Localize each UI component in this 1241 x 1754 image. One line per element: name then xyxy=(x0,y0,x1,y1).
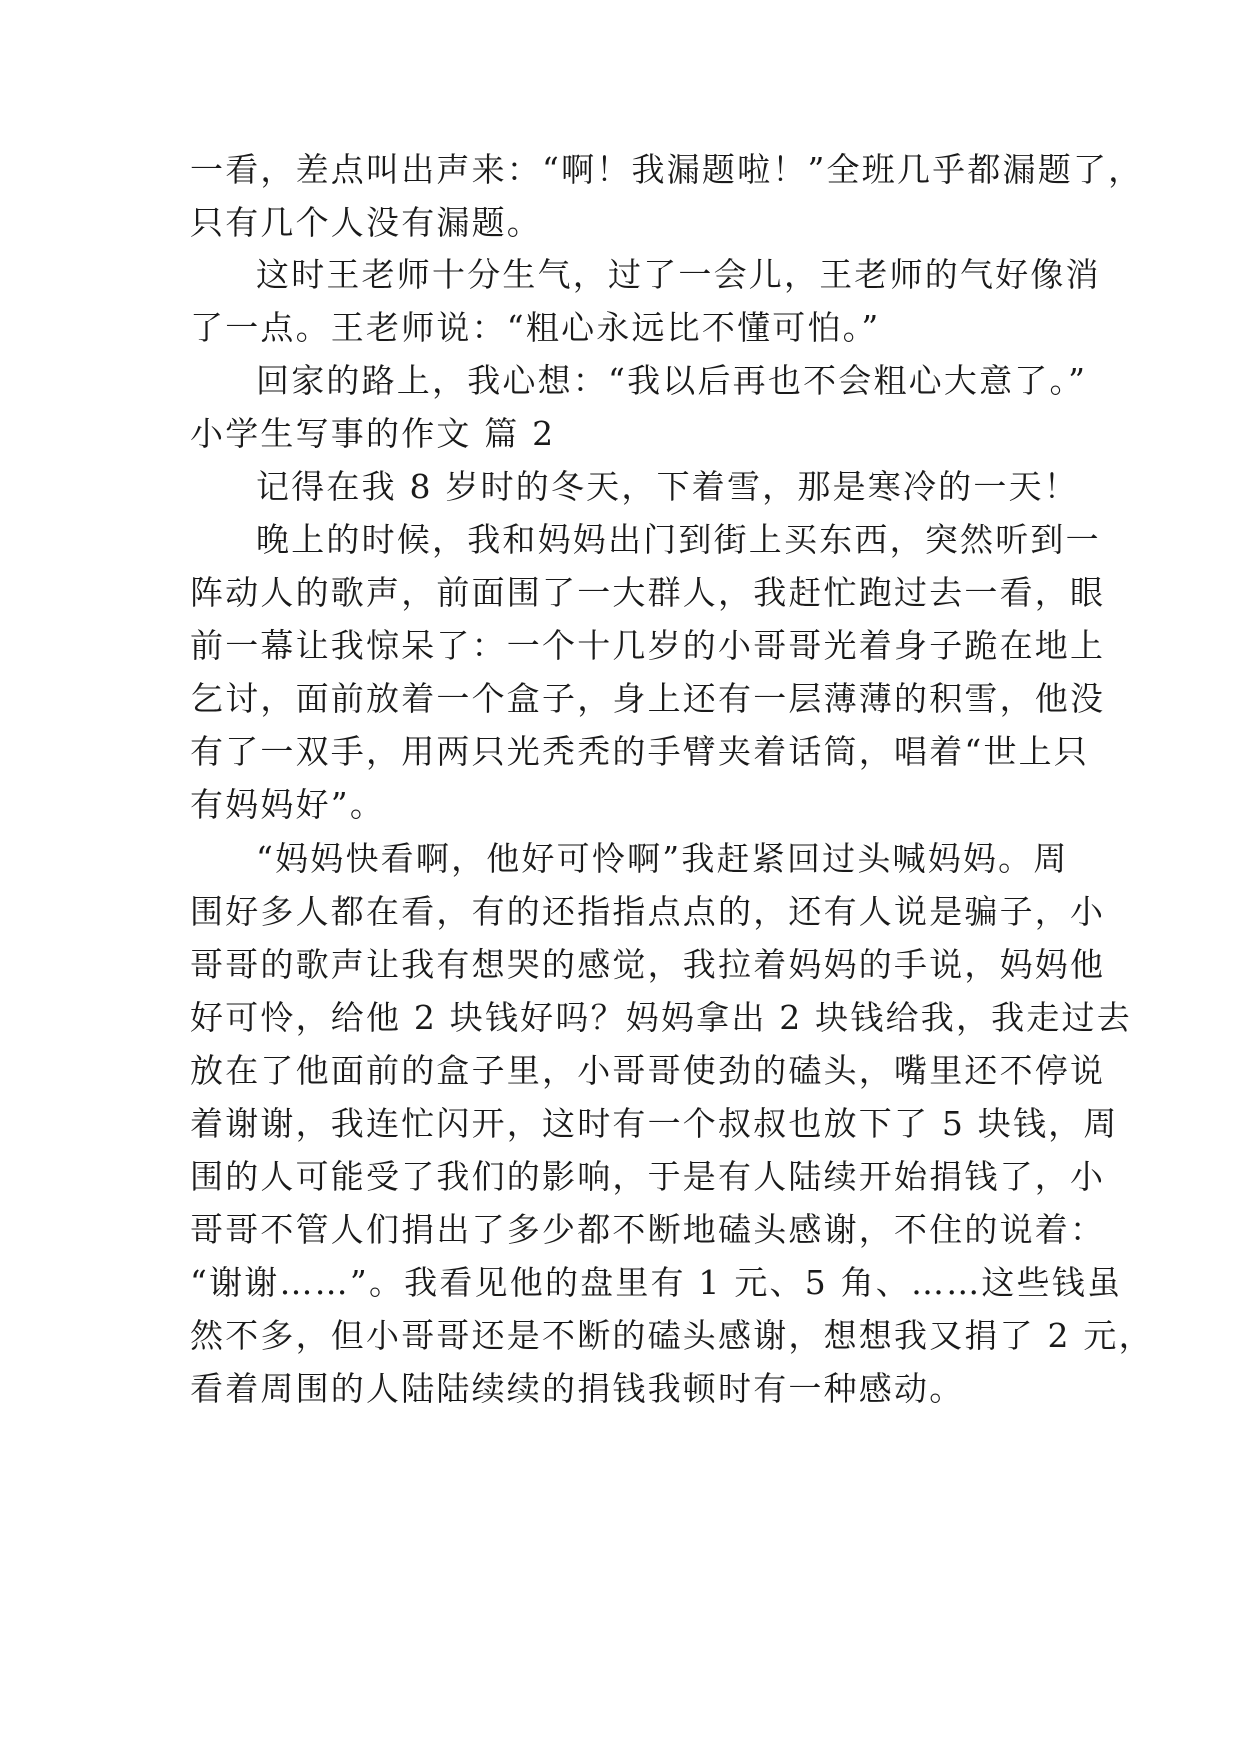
body-text-line: 阵动人的歌声，前面围了一大群人，我赶忙跑过去一看，眼 xyxy=(190,573,1106,612)
body-text-line: 哥哥不管人们捐出了多少都不断地磕头感谢，不住的说着： xyxy=(190,1210,1106,1249)
body-text-line: 围的人可能受了我们的影响，于是有人陆续开始捐钱了，小 xyxy=(190,1157,1106,1196)
body-text-line: 了一点。王老师说：“粗心永远比不懂可怕。” xyxy=(190,308,881,347)
body-text-line: 只有几个人没有漏题。 xyxy=(190,203,542,242)
body-text-line: 然不多，但小哥哥还是不断的磕头感谢，想想我又捐了 2 元， xyxy=(190,1316,1154,1355)
body-text-line: 放在了他面前的盒子里，小哥哥使劲的磕头，嘴里还不停说 xyxy=(190,1051,1106,1090)
body-text-line: 有妈妈好”。 xyxy=(190,785,386,824)
body-text-line: 有了一双手，用两只光秃秃的手臂夹着话筒，唱着“世上只 xyxy=(190,732,1090,771)
body-text-line: 乞讨，面前放着一个盒子，身上还有一层薄薄的积雪，他没 xyxy=(190,679,1106,718)
body-text-line: 看着周围的人陆陆续续的捐钱我顿时有一种感动。 xyxy=(190,1369,965,1408)
body-text-line: 围好多人都在看，有的还指指点点的，还有人说是骗子，小 xyxy=(190,892,1106,931)
section-heading: 小学生写事的作文 篇 2 xyxy=(190,414,556,453)
body-text-line: 一看，差点叫出声来：“啊！我漏题啦！”全班几乎都漏题了， xyxy=(190,150,1144,189)
body-text-line: 这时王老师十分生气，过了一会儿，王老师的气好像消 xyxy=(256,255,1101,294)
body-text-line: 回家的路上，我心想：“我以后再也不会粗心大意了。” xyxy=(256,361,1088,400)
body-text-line: 前一幕让我惊呆了：一个十几岁的小哥哥光着身子跪在地上 xyxy=(190,626,1106,665)
body-text-line: “妈妈快看啊，他好可怜啊”我赶紧回过头喊妈妈。周 xyxy=(256,839,1069,878)
body-text-line: 哥哥的歌声让我有想哭的感觉，我拉着妈妈的手说，妈妈他 xyxy=(190,945,1106,984)
body-text-line: “谢谢……”。我看见他的盘里有 1 元、5 角、……这些钱虽 xyxy=(190,1263,1123,1302)
body-text-line: 好可怜，给他 2 块钱好吗？妈妈拿出 2 块钱给我，我走过去 xyxy=(190,998,1132,1037)
body-text-line: 记得在我 8 岁时的冬天，下着雪，那是寒冷的一天！ xyxy=(256,467,1079,506)
body-text-line: 晚上的时候，我和妈妈出门到街上买东西，突然听到一 xyxy=(256,520,1101,559)
body-text-line: 着谢谢，我连忙闪开，这时有一个叔叔也放下了 5 块钱，周 xyxy=(190,1104,1119,1143)
